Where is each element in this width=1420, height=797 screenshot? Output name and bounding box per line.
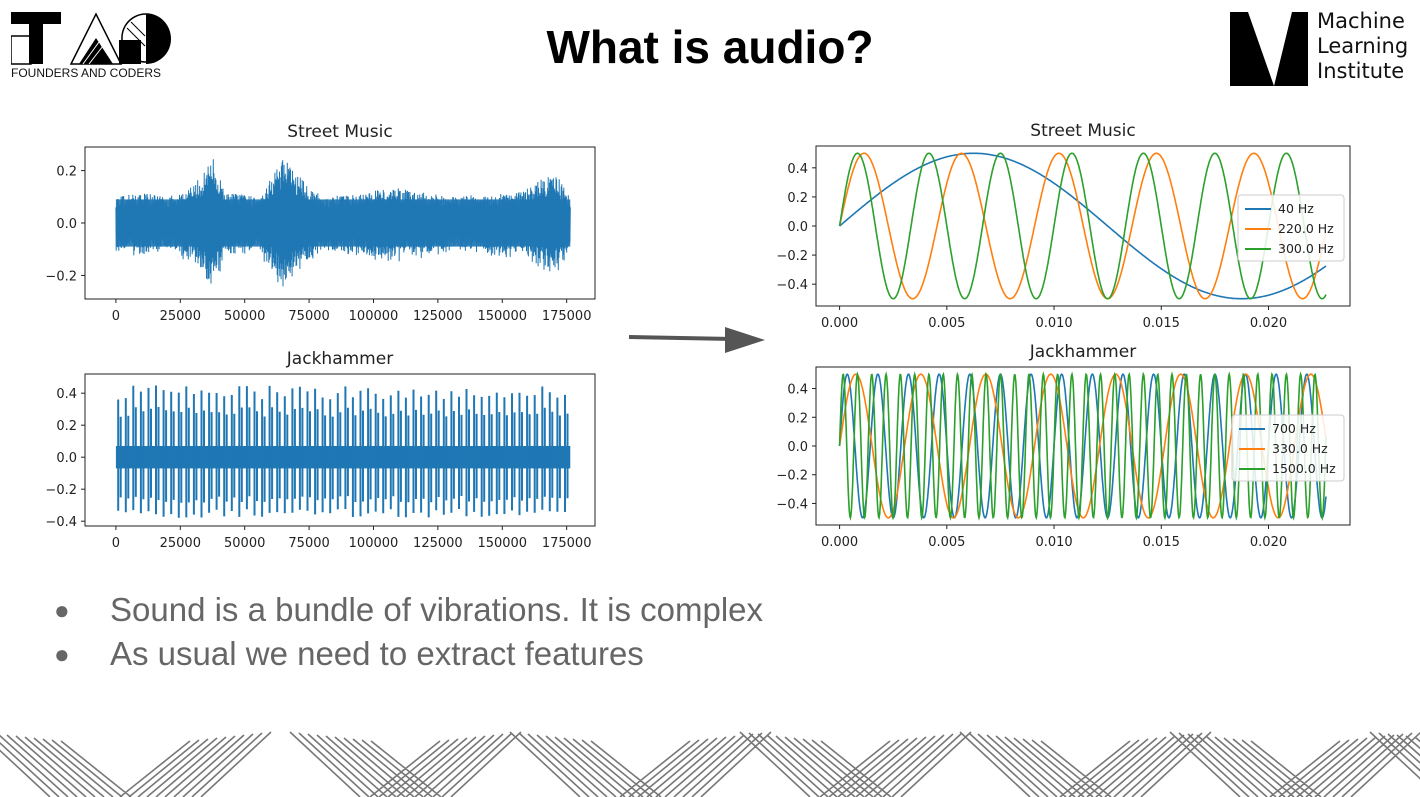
y-tick-label: 0.0 — [787, 220, 808, 235]
bullet-item — [50, 632, 763, 676]
y-tick-label: 0.4 — [56, 387, 77, 403]
legend-label-3: 300.0 Hz — [1278, 241, 1334, 256]
y-tick-label: 0.2 — [787, 190, 808, 206]
x-tick-label: 125000 — [413, 536, 463, 551]
x-tick-label: 125000 — [413, 309, 463, 324]
y-tick-label: 0.2 — [56, 164, 77, 180]
mli-line-3: Institute — [1317, 59, 1405, 83]
bullet-text: As usual we need to extract features — [110, 635, 644, 672]
y-tick-label: 0.0 — [787, 440, 808, 455]
bullet-text: Sound is a bundle of vibrations. It is complex — [110, 591, 764, 628]
x-tick-label: 75000 — [288, 309, 330, 324]
waveform-core — [116, 446, 570, 468]
y-tick-label: −0.2 — [45, 483, 77, 499]
x-tick-label: 0.000 — [820, 535, 859, 550]
x-tick-label: 0.010 — [1035, 316, 1073, 331]
bullet-dot-icon: ● — [54, 595, 70, 625]
x-tick-label: 75000 — [288, 536, 330, 551]
x-tick-label: 150000 — [477, 536, 528, 551]
x-tick-label: 0.005 — [928, 316, 966, 331]
x-tick-label: 0.020 — [1249, 316, 1288, 331]
mli-line-2: Learning — [1317, 34, 1409, 58]
y-tick-label: 0.2 — [787, 411, 808, 427]
bullet-item — [50, 588, 763, 632]
x-tick-label: 0.010 — [1035, 535, 1073, 550]
y-tick-label: −0.4 — [776, 278, 808, 294]
bullet-list — [50, 588, 763, 676]
legend-label-2: 330.0 Hz — [1272, 441, 1328, 456]
street-music-waveform-chart — [40, 115, 610, 330]
chart-title-0: Street Music — [287, 122, 393, 142]
jackhammer-waveform-chart — [40, 342, 610, 557]
bullet-dot-icon: ● — [54, 639, 70, 669]
x-tick-label: 150000 — [477, 309, 528, 324]
legend-label-3: 1500.0 Hz — [1272, 461, 1336, 476]
y-tick-label: −0.4 — [776, 497, 808, 513]
y-tick-label: 0.0 — [56, 451, 77, 467]
x-tick-label: 0.000 — [820, 316, 859, 331]
mli-logo — [1230, 12, 1310, 91]
jackhammer-sine-chart — [770, 337, 1360, 557]
y-tick-label: 0.4 — [787, 161, 808, 177]
street-music-sine-chart — [770, 118, 1360, 338]
founders-and-coders-caption: FOUNDERS AND CODERS — [11, 66, 162, 80]
mli-logo-mark — [1230, 12, 1310, 86]
legend-label-1: 700 Hz — [1272, 421, 1316, 436]
x-tick-label: 25000 — [159, 309, 201, 324]
mli-line-1: Machine — [1317, 9, 1405, 33]
chart-title-1: Jackhammer — [286, 349, 394, 369]
x-tick-label: 50000 — [224, 309, 266, 324]
chart-title-2: Street Music — [1030, 121, 1136, 141]
slide-title: What is audio? — [546, 21, 874, 73]
x-tick-label: 175000 — [541, 309, 592, 324]
x-tick-label: 175000 — [541, 536, 592, 551]
arrow-icon — [625, 320, 770, 360]
footer-pattern — [0, 722, 1420, 797]
x-tick-label: 100000 — [348, 309, 399, 324]
waveform-core — [116, 199, 570, 246]
footer-hatch-lines — [0, 732, 1420, 797]
y-tick-label: −0.4 — [45, 515, 77, 531]
y-tick-label: −0.2 — [776, 249, 808, 265]
x-tick-label: 0.005 — [928, 535, 966, 550]
y-tick-label: 0.0 — [56, 217, 77, 232]
x-tick-label: 0 — [111, 536, 121, 551]
y-tick-label: −0.2 — [776, 468, 808, 484]
y-tick-label: −0.2 — [45, 269, 77, 285]
x-tick-label: 0.015 — [1142, 316, 1180, 331]
y-tick-label: 0.4 — [787, 382, 808, 398]
y-tick-label: 0.2 — [56, 419, 77, 435]
legend-label-2: 220.0 Hz — [1278, 221, 1334, 236]
x-tick-label: 100000 — [348, 536, 399, 551]
x-tick-label: 0 — [111, 309, 121, 324]
legend-label-1: 40 Hz — [1278, 201, 1314, 216]
mli-logo-text — [1317, 9, 1408, 84]
x-tick-label: 25000 — [159, 536, 201, 551]
x-tick-label: 0.020 — [1249, 535, 1288, 550]
chart-title-3: Jackhammer — [1029, 342, 1137, 362]
x-tick-label: 0.015 — [1142, 535, 1180, 550]
x-tick-label: 50000 — [224, 536, 266, 551]
